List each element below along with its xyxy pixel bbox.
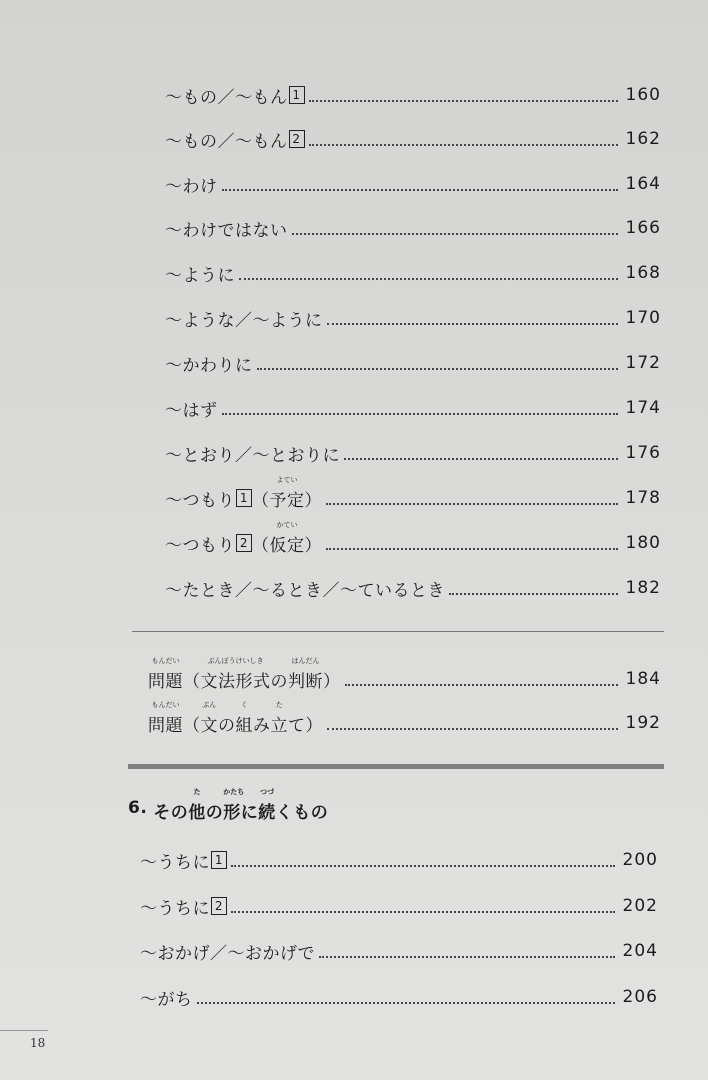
page-folio: 18 — [30, 1036, 46, 1050]
entry-label: 〜はず — [165, 400, 218, 421]
toc-entry[interactable] — [140, 845, 658, 875]
ruby-word — [258, 788, 276, 823]
page-number: 172 — [625, 353, 661, 373]
dot-leader — [292, 233, 618, 235]
toc-entry[interactable] — [165, 573, 661, 603]
ruby-word — [188, 788, 206, 823]
toc-entry[interactable] — [140, 936, 658, 966]
kanji: 他 — [188, 803, 206, 823]
furigana: た — [275, 700, 283, 709]
paren-open: （ — [252, 490, 270, 511]
ruby-word — [269, 520, 305, 556]
section-divider-thick — [128, 764, 664, 769]
ruby-word — [269, 475, 305, 511]
toc-entry[interactable] — [165, 80, 661, 110]
entry-label: 〜がち — [140, 989, 193, 1010]
dot-leader — [327, 728, 618, 730]
number-box: 1 — [236, 489, 252, 507]
kanji: 問題 — [148, 671, 183, 692]
page-number: 160 — [625, 85, 661, 105]
toc-entry[interactable] — [165, 475, 661, 513]
text: の — [218, 715, 236, 736]
dot-leader — [231, 865, 615, 867]
entry-label: 〜うちに — [140, 852, 210, 873]
text: その — [153, 803, 189, 823]
page-number: 168 — [625, 263, 661, 283]
page-number: 182 — [625, 578, 661, 598]
toc-entry[interactable] — [165, 303, 661, 333]
toc-entry[interactable] — [165, 520, 661, 558]
paren-open: （ — [183, 671, 201, 692]
kanji: 仮定 — [269, 535, 305, 556]
furigana: よてい — [276, 475, 298, 484]
dot-leader — [345, 684, 618, 686]
toc-entry-problem[interactable] — [148, 700, 661, 738]
toc-entry[interactable] — [165, 124, 661, 154]
entry-label: 〜もの／〜もん — [165, 131, 288, 152]
entry-label: 〜ように — [165, 265, 235, 286]
number-box: 2 — [289, 130, 305, 148]
text: の — [270, 671, 288, 692]
number-box: 1 — [211, 851, 227, 869]
text: の — [205, 803, 224, 823]
furigana: もんだい — [151, 700, 180, 709]
kanji: 続 — [258, 803, 276, 823]
kanji: 問題 — [148, 715, 183, 736]
page-number: 184 — [625, 669, 661, 689]
dot-leader — [197, 1002, 615, 1004]
ruby-word — [223, 788, 245, 823]
paren-open: （ — [183, 715, 201, 736]
page-number: 192 — [625, 713, 661, 733]
page-number: 162 — [625, 129, 661, 149]
kanji: 形 — [223, 803, 241, 823]
furigana: ぶんぽうけいしき — [207, 656, 264, 665]
furigana: もんだい — [151, 656, 180, 665]
kanji: 判断 — [288, 671, 323, 692]
dot-leader — [326, 503, 618, 505]
toc-entry[interactable] — [165, 393, 661, 423]
section-divider-thin — [132, 631, 664, 632]
dot-leader — [326, 548, 618, 550]
toc-entry[interactable] — [140, 982, 658, 1012]
dot-leader — [257, 368, 618, 370]
toc-entry-problem[interactable] — [148, 656, 661, 694]
ruby-word — [148, 656, 183, 692]
entry-label: 〜おかげ／〜おかげで — [140, 943, 315, 964]
dot-leader — [449, 593, 618, 595]
dot-leader — [319, 956, 615, 958]
paren-close: ） — [304, 535, 322, 556]
entry-label: 〜わけではない — [165, 220, 288, 241]
page-number: 174 — [625, 398, 661, 418]
ruby-word — [200, 656, 271, 692]
entry-label: 〜かわりに — [165, 355, 253, 376]
text: くもの — [275, 803, 329, 823]
toc-entry[interactable] — [165, 258, 661, 288]
entry-label: 〜うちに — [140, 898, 210, 919]
furigana: つづ — [260, 788, 275, 796]
kanji: 組 — [235, 715, 253, 736]
entry-label: 〜つもり — [165, 490, 235, 511]
page-number: 180 — [625, 533, 661, 553]
furigana: かてい — [276, 520, 298, 529]
paren-close: ） — [304, 490, 322, 511]
entry-label: 〜わけ — [165, 176, 218, 197]
ruby-word — [288, 656, 323, 692]
section-heading[interactable] — [128, 788, 329, 823]
ruby-word — [200, 700, 219, 736]
ruby-word — [235, 700, 254, 736]
text: に — [240, 803, 259, 823]
dot-leader — [239, 278, 618, 280]
section-number: 6. — [128, 798, 148, 818]
dot-leader — [231, 911, 615, 913]
page-number: 170 — [625, 308, 661, 328]
text: て） — [288, 715, 323, 736]
folio-rule — [0, 1030, 48, 1031]
entry-label: 〜ような／〜ように — [165, 310, 323, 331]
entry-label: 〜つもり — [165, 535, 235, 556]
text: み — [253, 715, 271, 736]
page-number: 206 — [622, 987, 658, 1007]
paren-open: （ — [252, 535, 270, 556]
furigana: た — [193, 788, 201, 796]
page-number: 164 — [625, 174, 661, 194]
dot-leader — [344, 458, 618, 460]
toc-entry[interactable] — [165, 348, 661, 378]
number-box: 1 — [289, 86, 305, 104]
furigana: かたち — [223, 788, 245, 796]
number-box: 2 — [211, 897, 227, 915]
furigana: く — [240, 700, 248, 709]
toc-entry[interactable] — [165, 438, 661, 468]
dot-leader — [222, 413, 618, 415]
toc-entry[interactable] — [165, 213, 661, 243]
ruby-word — [270, 700, 289, 736]
page-number: 176 — [625, 443, 661, 463]
furigana: はんだん — [291, 656, 320, 665]
entry-label: 〜とおり／〜とおりに — [165, 445, 340, 466]
page-number: 200 — [622, 850, 658, 870]
dot-leader — [327, 323, 618, 325]
paren-close: ） — [323, 671, 341, 692]
page-number: 204 — [622, 941, 658, 961]
entry-label: 〜もの／〜もん — [165, 87, 288, 108]
page-number: 178 — [625, 488, 661, 508]
kanji: 立 — [270, 715, 288, 736]
dot-leader — [309, 144, 618, 146]
dot-leader — [222, 189, 618, 191]
page-number: 202 — [622, 896, 658, 916]
furigana: ぶん — [202, 700, 217, 709]
kanji: 文法形式 — [200, 671, 271, 692]
toc-entry[interactable] — [165, 169, 661, 199]
number-box: 2 — [236, 534, 252, 552]
page-number: 166 — [625, 218, 661, 238]
entry-label: 〜たとき／〜るとき／〜ているとき — [165, 580, 445, 601]
kanji: 文 — [200, 715, 218, 736]
toc-entry[interactable] — [140, 891, 658, 921]
dot-leader — [309, 100, 618, 102]
kanji: 予定 — [269, 490, 305, 511]
ruby-word — [148, 700, 183, 736]
